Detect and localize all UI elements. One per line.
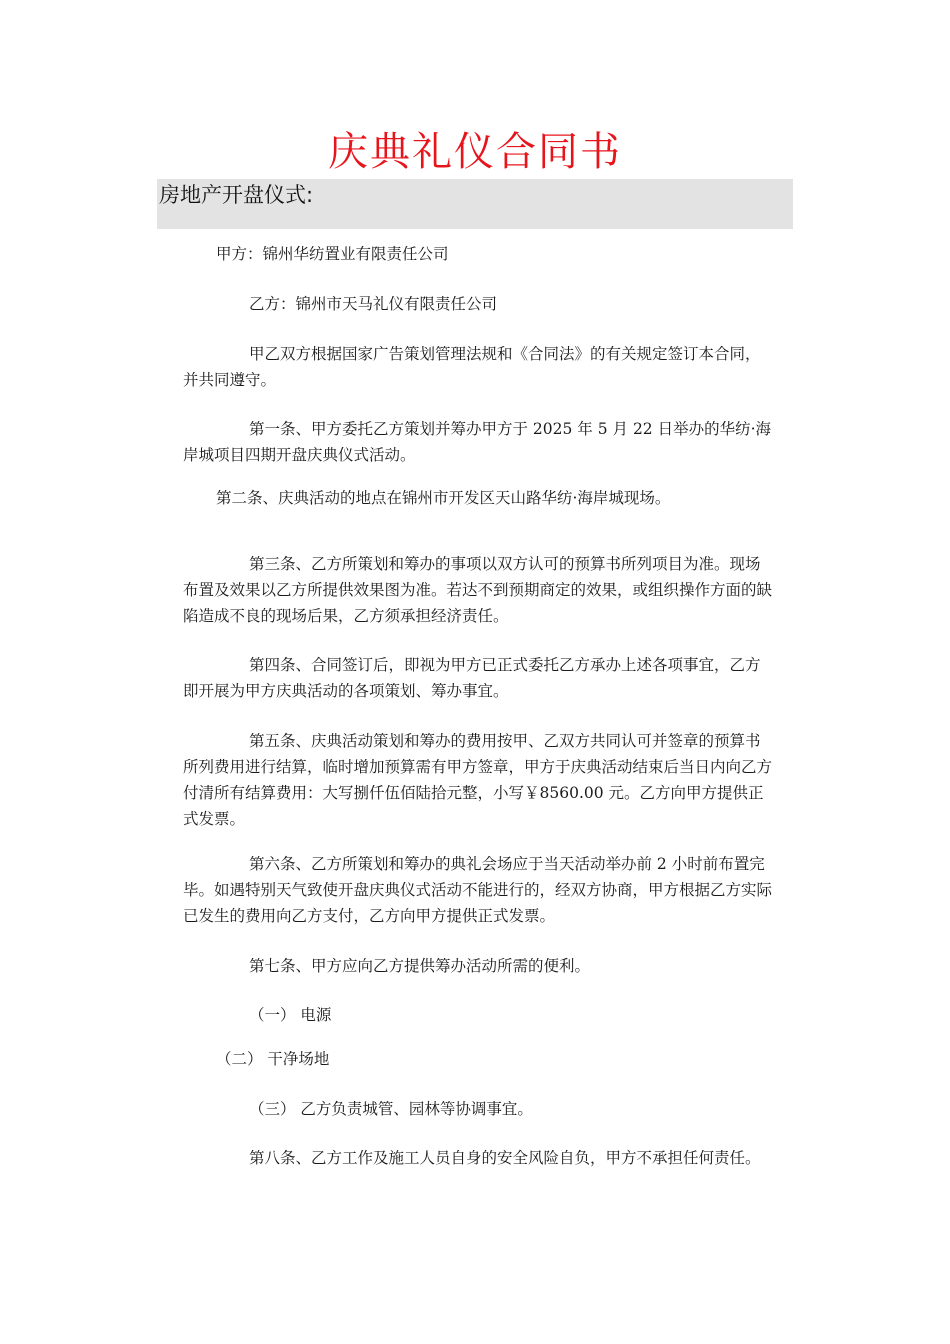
article-3: 第三条、乙方所策划和筹办的事项以双方认可的预算书所列项目为准。现场布置及效果以乙方所提供效果图为准。若达不到预期商定的效果，或组织操作方面的缺陷造成不良的现场后果，乙方须承担经济责任。 — [183, 555, 773, 625]
subtitle-band — [157, 179, 793, 229]
document-subtitle: 房地产开盘仪式: — [159, 183, 314, 207]
article-7: 第七条、甲方应向乙方提供筹办活动所需的便利。 — [249, 957, 591, 975]
party-b: 乙方：锦州市天马礼仪有限责任公司 — [249, 295, 498, 313]
article-4: 第四条、合同签订后，即视为甲方已正式委托乙方承办上述各项事宜，乙方即开展为甲方庆典活动的各项策划、筹办事宜。 — [183, 656, 761, 700]
list-item-site: （二） 干净场地 — [216, 1050, 330, 1068]
article-6: 第六条、乙方所策划和筹办的典礼会场应于当天活动举办前 2 小时前布置完毕。如遇特别天气致使开盘庆典仪式活动不能进行的，经双方协商，甲方根据乙方实际已发生的费用向乙方支付，乙方向甲方提供正式发票。 — [183, 855, 773, 925]
list-item-coordination: （三） 乙方负责城管、园林等协调事宜。 — [249, 1100, 533, 1118]
article-8: 第八条、乙方工作及施工人员自身的安全风险自负，甲方不承担任何责任。 — [249, 1149, 761, 1167]
preamble: 甲乙双方根据国家广告策划管理法规和《合同法》的有关规定签订本合同，并共同遵守。 — [183, 345, 761, 389]
document-title: 庆典礼仪合同书 — [328, 129, 622, 175]
article-1: 第一条、甲方委托乙方策划并筹办甲方于 2025 年 5 月 22 日举办的华纺·海岸城项目四期开盘庆典仪式活动。 — [183, 420, 772, 464]
article-5: 第五条、庆典活动策划和筹办的费用按甲、乙双方共同认可并签章的预算书所列费用进行结算，临时增加预算需有甲方签章，甲方于庆典活动结束后当日内向乙方付清所有结算费用：大写捌仟伍佰陆拾元整，小写￥8560.00 元。乙方向甲方提供正式发票。 — [183, 732, 773, 828]
article-2: 第二条、庆典活动的地点在锦州市开发区天山路华纺·海岸城现场。 — [216, 489, 671, 507]
list-item-power: （一） 电源 — [249, 1006, 332, 1024]
party-a: 甲方：锦州华纺置业有限责任公司 — [216, 245, 449, 263]
